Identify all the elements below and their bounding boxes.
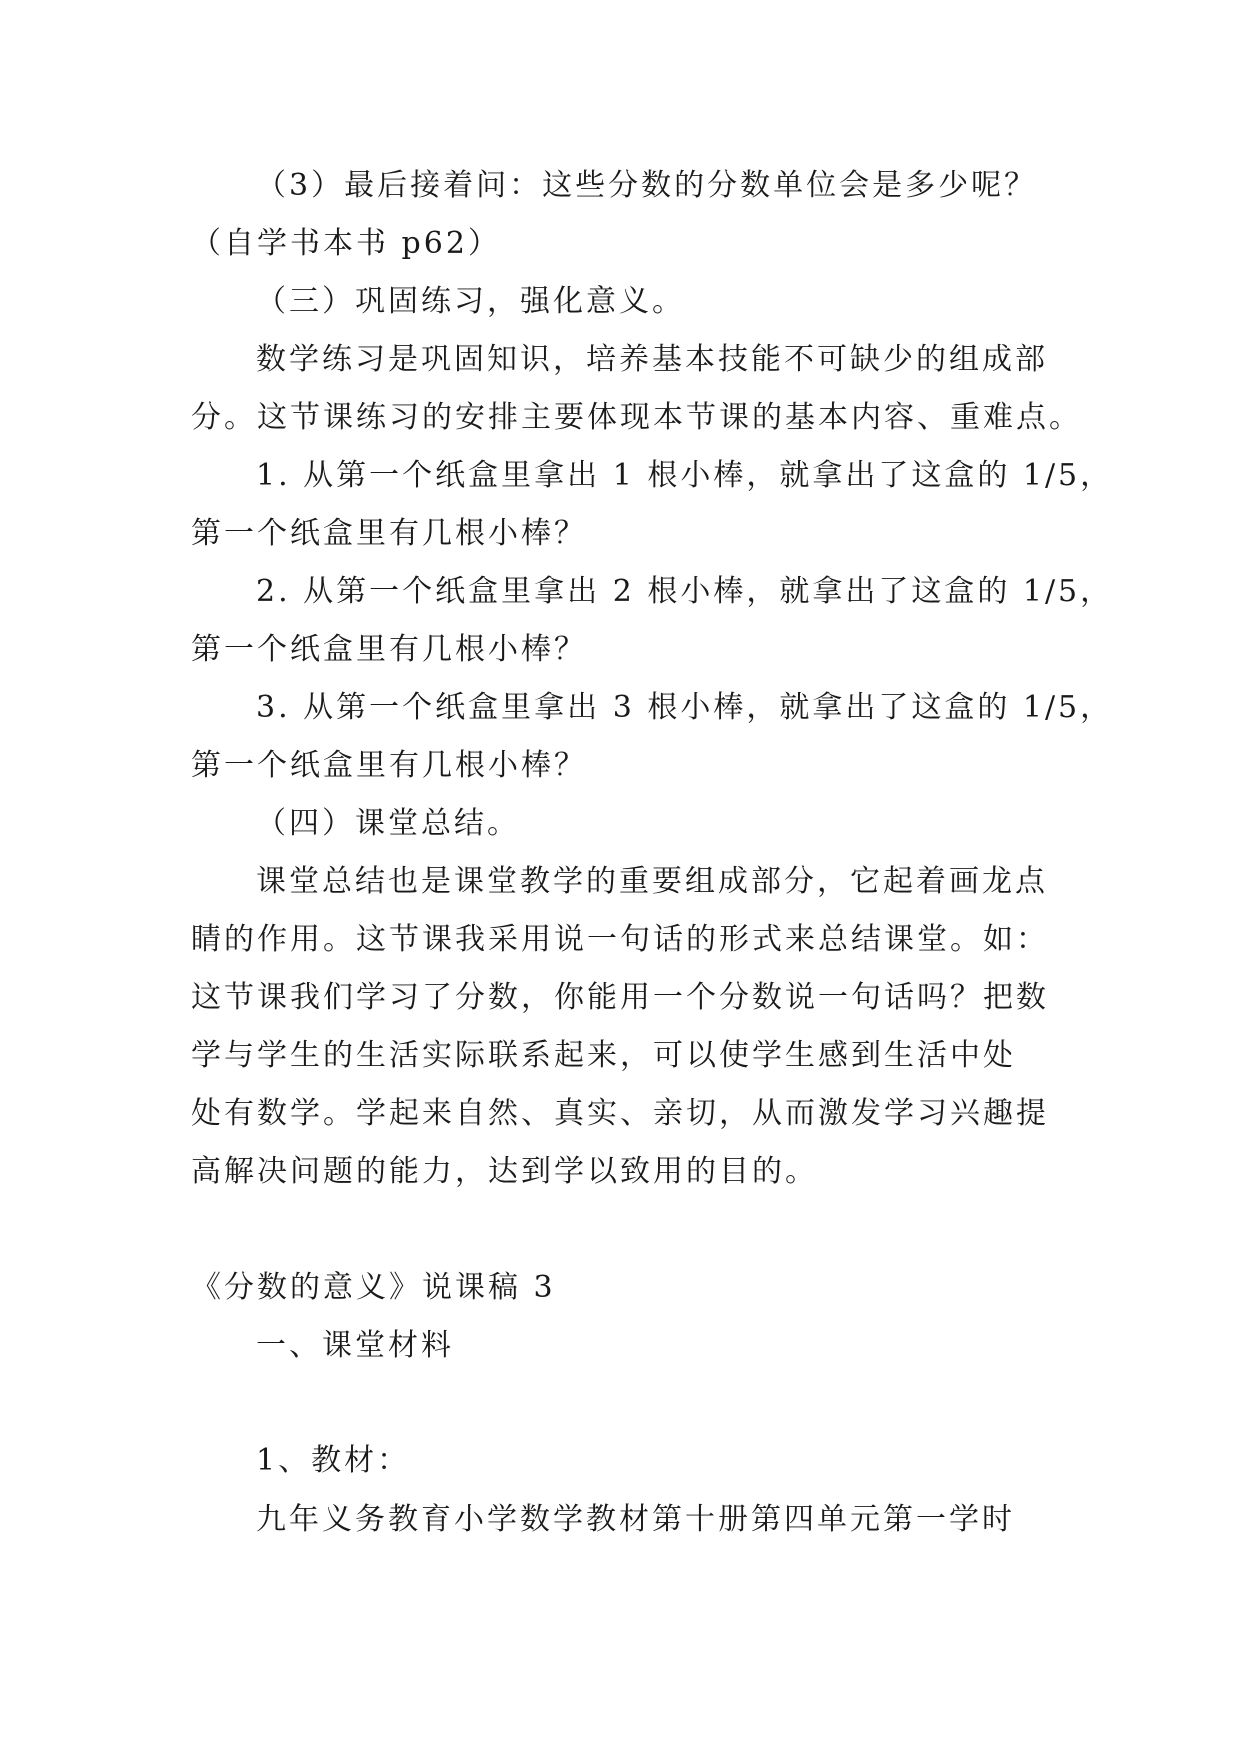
section-heading: 一、课堂材料	[256, 1328, 454, 1363]
paragraph-line: 数学练习是巩固知识，培养基本技能不可缺少的组成部	[256, 342, 1048, 377]
exercise-item-cont: 第一个纸盒里有几根小棒？	[191, 748, 587, 783]
paragraph-line: 学与学生的生活实际联系起来，可以使学生感到生活中处	[191, 1038, 1016, 1073]
exercise-item-cont: 第一个纸盒里有几根小棒？	[191, 632, 587, 667]
paragraph-line: 睛的作用。这节课我采用说一句话的形式来总结课堂。如：	[191, 922, 1049, 957]
paragraph-line: 课堂总结也是课堂教学的重要组成部分，它起着画龙点	[256, 864, 1048, 899]
subsection-heading: 1、教材：	[256, 1443, 411, 1478]
section-heading: （四）课堂总结。	[256, 806, 520, 841]
exercise-item: 3. 从第一个纸盒里拿出 3 根小棒，就拿出了这盒的 1/5，	[256, 690, 1114, 725]
paragraph-line: 分。这节课练习的安排主要体现本节课的基本内容、重难点。	[191, 400, 1082, 435]
section-heading: （三）巩固练习，强化意义。	[256, 284, 685, 319]
paragraph-line: 高解决问题的能力，达到学以致用的目的。	[191, 1154, 818, 1189]
paragraph-line: 处有数学。学起来自然、真实、亲切，从而激发学习兴趣提	[191, 1096, 1049, 1131]
paragraph-line: 这节课我们学习了分数，你能用一个分数说一句话吗？把数	[191, 980, 1049, 1015]
exercise-item-cont: 第一个纸盒里有几根小棒？	[191, 516, 587, 551]
exercise-item: 2. 从第一个纸盒里拿出 2 根小棒，就拿出了这盒的 1/5，	[256, 574, 1114, 609]
paragraph-line: （自学书本书 p62）	[191, 226, 501, 261]
paragraph-line: 九年义务教育小学数学教材第十册第四单元第一学时	[256, 1502, 1015, 1537]
exercise-item: 1. 从第一个纸盒里拿出 1 根小棒，就拿出了这盒的 1/5，	[256, 458, 1114, 493]
paragraph-line: （3）最后接着问：这些分数的分数单位会是多少呢？	[256, 168, 1038, 203]
document-title: 《分数的意义》说课稿 3	[191, 1270, 556, 1305]
